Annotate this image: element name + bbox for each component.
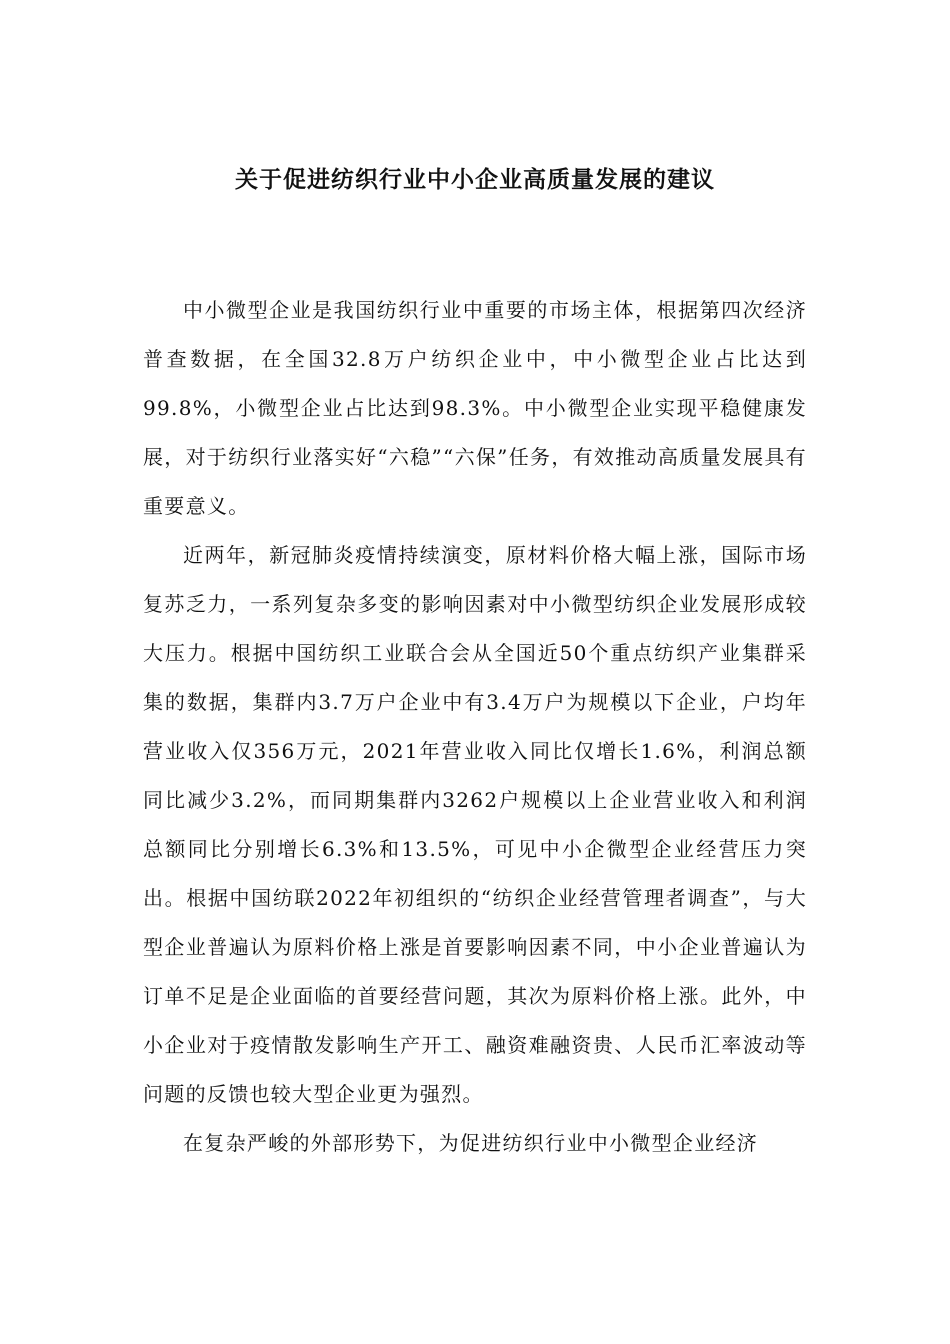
paragraph-2: 近两年，新冠肺炎疫情持续演变，原材料价格大幅上涨，国际市场复苏乏力，一系列复杂多变的影响因素对中小微型纺织企业发展形成较大压力。根据中国纺织工业联合会从全国近50个重点纺织产业集群采集的数据，集群内3.7万户企业中有3.4万户为规模以下企业，户均年营业收入仅356万元，2021年营业收入同比仅增长1.6%，利润总额同比减少3.2%，而同期集群内3262户规模以上企业营业收入和利润总额同比分别增长6.3%和13.5%，可见中小企微型企业经营压力突出。根据中国纺联2022年初组织的“纺织企业经营管理者调查”，与大型企业普遍认为原料价格上涨是首要影响因素不同，中小企业普遍认为订单不足是企业面临的首要经营问题，其次为原料价格上涨。此外，中小企业对于疫情散发影响生产开工、融资难融资贵、人民币汇率波动等问题的反馈也较大型企业更为强烈。 [143,543,807,1106]
paragraph-1: 中小微型企业是我国纺织行业中重要的市场主体，根据第四次经济普查数据，在全国32.8万户纺织企业中，中小微型企业占比达到99.8%，小微型企业占比达到98.3%。中小微型企业实现平稳健康发展，对于纺织行业落实好“六稳”“六保”任务，有效推动高质量发展具有重要意义。 [143,298,807,518]
document-title: 关于促进纺织行业中小企业高质量发展的建议 [235,166,715,193]
paragraph-3: 在复杂严峻的外部形势下，为促进纺织行业中小微型企业经济 [183,1131,759,1155]
document-body [143,286,807,1168]
